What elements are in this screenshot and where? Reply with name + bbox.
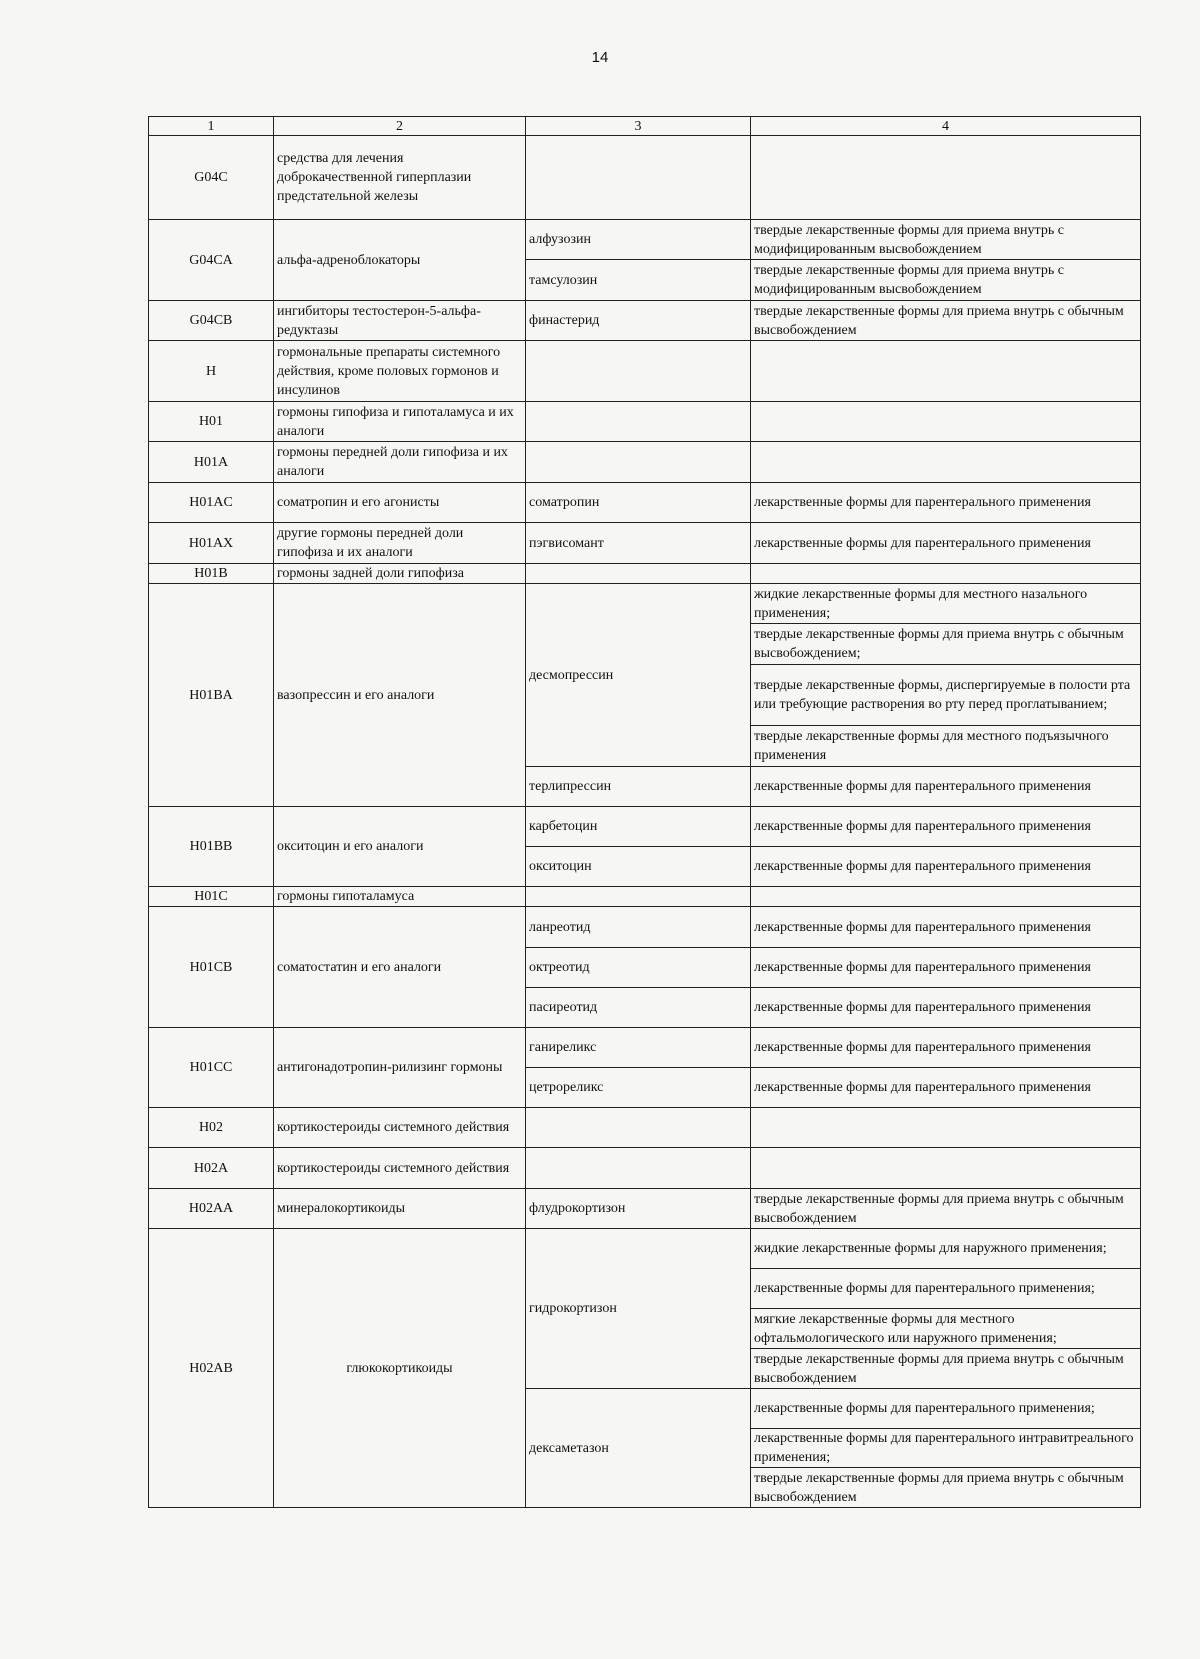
table-row: [149, 584, 1141, 624]
atc-code: H01B: [149, 564, 274, 584]
dosage-form: лекарственные формы для парентерального применения: [751, 1068, 1141, 1108]
dosage-form: твердые лекарственные формы для приема внутрь с обычным высвобождением: [751, 1349, 1141, 1389]
dosage-form: лекарственные формы для парентерального интравитреального применения;: [751, 1429, 1141, 1468]
dosage-form: лекарственные формы для парентерального применения;: [751, 1389, 1141, 1429]
drug-name-empty: [526, 402, 751, 442]
group-name: средства для лечения доброкачественной гиперплазии предстательной железы: [274, 136, 526, 220]
dosage-form-empty: [751, 887, 1141, 907]
header-row: [149, 117, 1141, 136]
drug-name-empty: [526, 564, 751, 584]
group-name: гормоны передней доли гипофиза и их аналоги: [274, 442, 526, 483]
dosage-form: лекарственные формы для парентерального применения: [751, 483, 1141, 523]
drug-name: карбетоцин: [526, 807, 751, 847]
group-name: антигонадотропин-рилизинг гормоны: [274, 1028, 526, 1108]
dosage-form: твердые лекарственные формы для приема внутрь с обычным высвобождением: [751, 1468, 1141, 1508]
drug-name-empty: [526, 341, 751, 402]
group-name: гормональные препараты системного действия, кроме половых гормонов и инсулинов: [274, 341, 526, 402]
group-name: гормоны гипоталамуса: [274, 887, 526, 907]
table-row: [149, 523, 1141, 564]
table-row: [149, 402, 1141, 442]
table-row: [149, 483, 1141, 523]
table-row: [149, 1148, 1141, 1189]
atc-code: H01BB: [149, 807, 274, 887]
drug-name: финастерид: [526, 301, 751, 341]
group-name: альфа-адреноблокаторы: [274, 220, 526, 301]
dosage-form: лекарственные формы для парентерального применения: [751, 907, 1141, 948]
dosage-form: твердые лекарственные формы для приема внутрь с модифицированным высвобождением: [751, 220, 1141, 260]
table-row: [149, 807, 1141, 847]
drug-name: тамсулозин: [526, 260, 751, 301]
drug-name: ганиреликс: [526, 1028, 751, 1068]
dosage-form-empty: [751, 442, 1141, 483]
group-name: гормоны гипофиза и гипоталамуса и их аналоги: [274, 402, 526, 442]
atc-code: H01AX: [149, 523, 274, 564]
drug-name-empty: [526, 1108, 751, 1148]
header-col-4: 4: [751, 117, 1141, 136]
dosage-form: лекарственные формы для парентерального применения;: [751, 1269, 1141, 1309]
page-number: 14: [591, 49, 609, 66]
table-body: [149, 136, 1141, 1508]
group-name: кортикостероиды системного действия: [274, 1108, 526, 1148]
atc-code: G04CA: [149, 220, 274, 301]
dosage-form: твердые лекарственные формы, диспергируемые в полости рта или требующие растворения во рту перед проглатыванием;: [751, 665, 1141, 726]
table-row: [149, 1229, 1141, 1269]
table-row: [149, 301, 1141, 341]
drug-name: алфузозин: [526, 220, 751, 260]
drug-name: терлипрессин: [526, 767, 751, 807]
group-name: соматропин и его агонисты: [274, 483, 526, 523]
group-name: гормоны задней доли гипофиза: [274, 564, 526, 584]
dosage-form: лекарственные формы для парентерального применения: [751, 1028, 1141, 1068]
table-row: [149, 1028, 1141, 1068]
drug-name: соматропин: [526, 483, 751, 523]
drug-name: ланреотид: [526, 907, 751, 948]
dosage-form-empty: [751, 1148, 1141, 1189]
drug-name: пасиреотид: [526, 988, 751, 1028]
dosage-form: жидкие лекарственные формы для местного назального применения;: [751, 584, 1141, 624]
atc-code: H01A: [149, 442, 274, 483]
header-col-2: 2: [274, 117, 526, 136]
drug-name-empty: [526, 442, 751, 483]
dosage-form: твердые лекарственные формы для приема внутрь с обычным высвобождением: [751, 1189, 1141, 1229]
table-row: [149, 442, 1141, 483]
group-name: ингибиторы тестостерон-5-альфа-редуктазы: [274, 301, 526, 341]
dosage-form: лекарственные формы для парентерального применения: [751, 767, 1141, 807]
atc-code: H01CC: [149, 1028, 274, 1108]
drug-name: цетрореликс: [526, 1068, 751, 1108]
group-name: минералокортикоиды: [274, 1189, 526, 1229]
atc-code: H01C: [149, 887, 274, 907]
dosage-form: лекарственные формы для парентерального применения: [751, 523, 1141, 564]
group-name: другие гормоны передней доли гипофиза и их аналоги: [274, 523, 526, 564]
group-name: кортикостероиды системного действия: [274, 1148, 526, 1189]
drug-name: пэгвисомант: [526, 523, 751, 564]
dosage-form: лекарственные формы для парентерального применения: [751, 988, 1141, 1028]
drug-name: десмопрессин: [526, 584, 751, 767]
atc-code: H01: [149, 402, 274, 442]
dosage-form: твердые лекарственные формы для приема внутрь с обычным высвобождением;: [751, 624, 1141, 665]
group-name: соматостатин и его аналоги: [274, 907, 526, 1028]
atc-code: H: [149, 341, 274, 402]
dosage-form-empty: [751, 402, 1141, 442]
dosage-form: лекарственные формы для парентерального применения: [751, 807, 1141, 847]
atc-code: H02AA: [149, 1189, 274, 1229]
group-name: глюкокортикоиды: [274, 1229, 526, 1508]
drug-classification-table: [148, 116, 1141, 1508]
dosage-form: твердые лекарственные формы для приема внутрь с модифицированным высвобождением: [751, 260, 1141, 301]
atc-code: H01AC: [149, 483, 274, 523]
drug-name: флудрокортизон: [526, 1189, 751, 1229]
atc-code: G04C: [149, 136, 274, 220]
drug-name: дексаметазон: [526, 1389, 751, 1508]
atc-code: G04CB: [149, 301, 274, 341]
atc-code: H01CB: [149, 907, 274, 1028]
table-row: [149, 907, 1141, 948]
drug-name: окситоцин: [526, 847, 751, 887]
table-row: [149, 564, 1141, 584]
dosage-form-empty: [751, 136, 1141, 220]
table-row: [149, 341, 1141, 402]
dosage-form-empty: [751, 564, 1141, 584]
dosage-form: жидкие лекарственные формы для наружного применения;: [751, 1229, 1141, 1269]
table-row: [149, 1189, 1141, 1229]
dosage-form: твердые лекарственные формы для местного подъязычного применения: [751, 726, 1141, 767]
dosage-form: мягкие лекарственные формы для местного офтальмологического или наружного применения;: [751, 1309, 1141, 1349]
drug-name-empty: [526, 887, 751, 907]
table-row: [149, 1108, 1141, 1148]
drug-name-empty: [526, 136, 751, 220]
header-col-3: 3: [526, 117, 751, 136]
header-col-1: 1: [149, 117, 274, 136]
drug-name: октреотид: [526, 948, 751, 988]
table-row: [149, 220, 1141, 260]
atc-code: H02: [149, 1108, 274, 1148]
atc-code: H02AB: [149, 1229, 274, 1508]
atc-code: H02A: [149, 1148, 274, 1189]
atc-code: H01BA: [149, 584, 274, 807]
dosage-form-empty: [751, 1108, 1141, 1148]
drug-name: гидрокортизон: [526, 1229, 751, 1389]
dosage-form-empty: [751, 341, 1141, 402]
dosage-form: лекарственные формы для парентерального применения: [751, 948, 1141, 988]
group-name: вазопрессин и его аналоги: [274, 584, 526, 807]
table-row: [149, 136, 1141, 220]
dosage-form: лекарственные формы для парентерального применения: [751, 847, 1141, 887]
group-name: окситоцин и его аналоги: [274, 807, 526, 887]
table-row: [149, 887, 1141, 907]
drug-name-empty: [526, 1148, 751, 1189]
dosage-form: твердые лекарственные формы для приема внутрь с обычным высвобождением: [751, 301, 1141, 341]
